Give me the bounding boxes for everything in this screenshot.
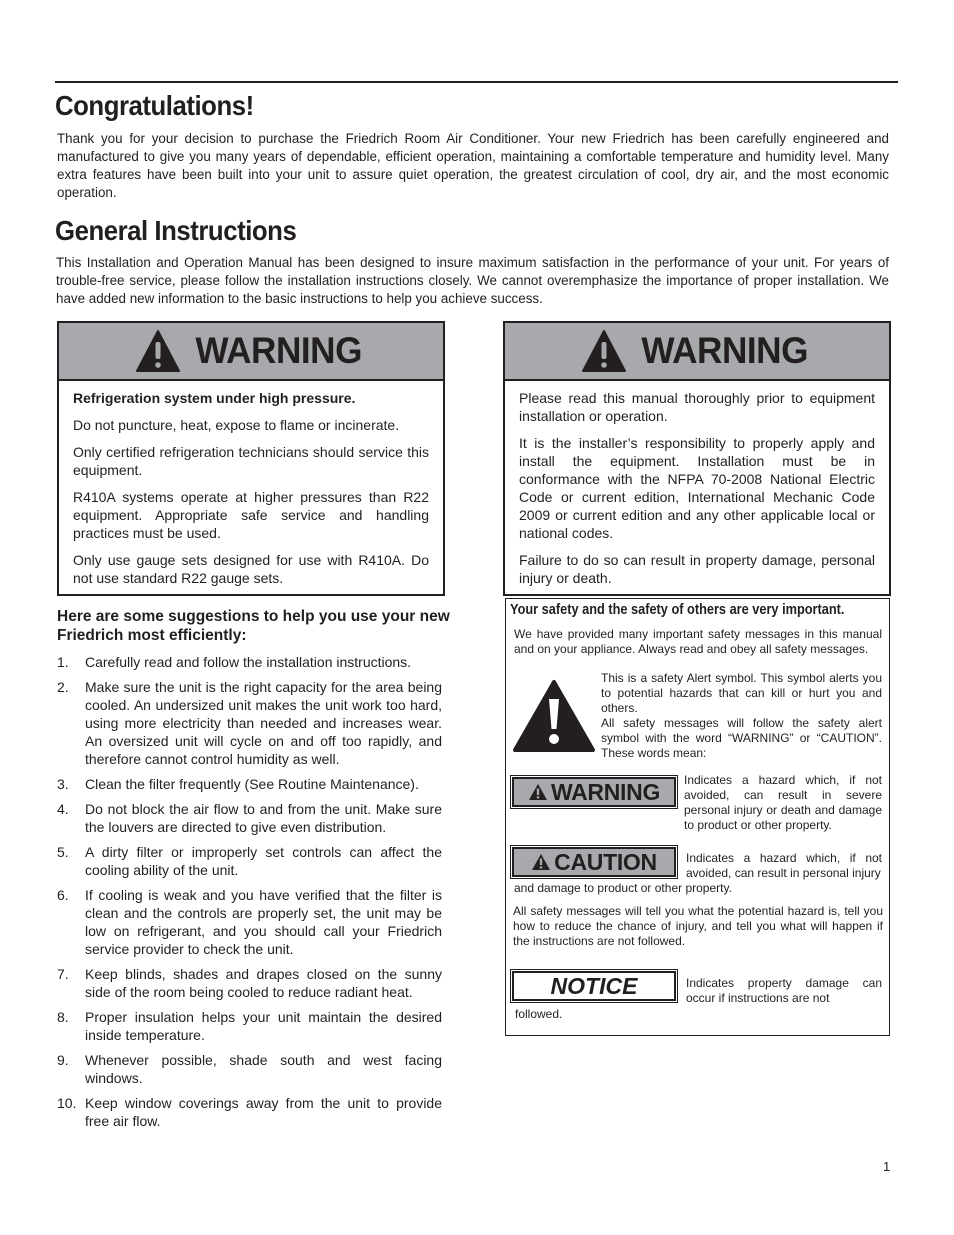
list-item xyxy=(57,886,442,958)
list-number: 9. xyxy=(57,1052,69,1068)
congratulations-heading: Congratulations! xyxy=(55,90,254,121)
warning-paragraph: It is the installer’s responsibility to properly apply and install the equipment. Installation must be in conformance with the NFPA 70-2008 National Electric Code or current edition, International Mechanic Code 2009 or current edition and any other applicable local or national codes. xyxy=(519,435,875,541)
suggestions-list xyxy=(57,653,442,1137)
all-messages-text: All safety messages will tell you what the potential hazard is, tell you how to reduce the chance of injury, and tell you what will happen if the instructions are not followed. xyxy=(513,904,883,948)
list-text: Make sure the unit is the right capacity for the area being cooled. An undersized unit makes the unit work too hard, using more electricity than needed and increases wear. An oversized unit will cycle on and off too rapidly, and therefore cannot control humidity as well. xyxy=(85,679,442,767)
warning-paragraph: Refrigeration system under high pressure. xyxy=(73,390,356,406)
warning-box-pressure xyxy=(57,321,445,596)
warning-paragraph: Please read this manual thoroughly prior to equipment installation or operation. xyxy=(519,390,875,424)
warning-badge-label: WARNING xyxy=(550,778,661,805)
warning-triangle-icon xyxy=(581,329,627,373)
safety-alert-icon xyxy=(512,679,596,753)
warning-body xyxy=(505,381,889,587)
list-item xyxy=(57,1008,442,1044)
warning-description: Indicates a hazard which, if not avoided, can result in severe personal injury or death and damage to product or other property. xyxy=(684,773,882,832)
list-item xyxy=(57,678,442,768)
warning-triangle-icon xyxy=(531,853,551,871)
list-number: 7. xyxy=(57,966,69,982)
general-instructions-text: This Installation and Operation Manual has been designed to insure maximum satisfaction in the performance of your unit. For years of trouble-free service, please follow the installation instructions closely. We cannot overemphasize the importance of proper installation. We have added new information to the basic instructions to help you achieve success. xyxy=(56,255,889,306)
list-text: Keep window coverings away from the unit to provide free air flow. xyxy=(85,1095,442,1129)
safety-panel xyxy=(505,598,890,1036)
warning-paragraph: Failure to do so can result in property damage, personal injury or death. xyxy=(519,552,875,586)
caution-description: Indicates a hazard which, if not avoided, can result in personal injury xyxy=(686,851,882,880)
warning-header xyxy=(59,323,443,381)
warning-body xyxy=(59,381,443,587)
page-number: 1 xyxy=(883,1159,891,1174)
warning-title: WARNING xyxy=(195,330,363,371)
notice-badge xyxy=(512,971,676,1001)
list-item xyxy=(57,1051,442,1087)
alert-symbol-text-2: All safety messages will follow the safety alert symbol with the word “WARNING” or “CAUTION”. These words mean: xyxy=(601,716,882,760)
notice-description: Indicates property damage can occur if instructions are not xyxy=(686,976,882,1005)
list-item xyxy=(57,800,442,836)
caution-badge xyxy=(512,847,676,877)
list-number: 5. xyxy=(57,844,69,860)
list-number: 2. xyxy=(57,679,69,695)
warning-paragraph: Only use gauge sets designed for use with R410A. Do not use standard R22 gauge sets. xyxy=(73,552,429,586)
caution-description-2: and damage to product or other property. xyxy=(514,881,732,895)
list-item xyxy=(57,653,442,671)
list-text: Carefully read and follow the installation instructions. xyxy=(85,654,412,670)
notice-description-2: followed. xyxy=(515,1007,563,1021)
list-text: A dirty filter or improperly set controls can affect the cooling ability of the unit. xyxy=(85,844,442,878)
warning-paragraph: R410A systems operate at higher pressures than R22 equipment. Appropriate safe service and handling practices must be used. xyxy=(73,489,429,541)
suggestions-heading: Here are some suggestions to help you use your new Friedrich most efficiently: xyxy=(57,608,450,644)
list-text: Proper insulation helps your unit maintain the desired inside temperature. xyxy=(85,1009,442,1043)
notice-badge-label: NOTICE xyxy=(550,972,638,999)
warning-header xyxy=(505,323,889,381)
list-text: Keep blinds, shades and drapes closed on the sunny side of the room being cooled to reduce radiant heat. xyxy=(85,966,442,1000)
top-rule xyxy=(55,81,898,83)
list-item xyxy=(57,843,442,879)
list-number: 8. xyxy=(57,1009,69,1025)
warning-paragraph: Do not puncture, heat, expose to flame or incinerate. xyxy=(73,417,400,433)
congratulations-text: Thank you for your decision to purchase the Friedrich Room Air Conditioner. Your new Friedrich has been carefully engineered and manufactured to give you many years of dependable, efficient operation, maintaining a comfortable temperature and humidity level. Many extra features have been built into your unit to assure quiet operation, the greatest circulation of cool, dry air, and the most economic operation. xyxy=(57,131,889,200)
safety-heading: Your safety and the safety of others are very important. xyxy=(510,602,845,618)
list-text: If cooling is weak and you have verified that the filter is clean and the controls are properly set, the unit may be low on refrigerant, and you should call your Friedrich service provider to check the unit. xyxy=(85,887,442,957)
list-item xyxy=(57,775,442,793)
warning-box-manual xyxy=(503,321,891,596)
warning-title: WARNING xyxy=(641,330,809,371)
list-number: 10. xyxy=(57,1095,77,1111)
warning-triangle-icon xyxy=(135,329,181,373)
warning-badge xyxy=(512,777,676,807)
warning-paragraph: Only certified refrigeration technicians should service this equipment. xyxy=(73,444,429,478)
list-number: 1. xyxy=(57,654,69,670)
list-item xyxy=(57,1094,442,1130)
caution-badge-label: CAUTION xyxy=(554,848,657,875)
list-number: 6. xyxy=(57,887,69,903)
list-number: 3. xyxy=(57,776,69,792)
list-text: Whenever possible, shade south and west facing windows. xyxy=(85,1052,442,1086)
list-text: Do not block the air flow to and from the unit. Make sure the louvers are directed to give even distribution. xyxy=(85,801,442,835)
list-item xyxy=(57,965,442,1001)
list-number: 4. xyxy=(57,801,69,817)
alert-symbol-text: This is a safety Alert symbol. This symbol alerts you to potential hazards that can kill or hurt you and others. xyxy=(601,671,882,715)
warning-triangle-icon xyxy=(528,783,548,801)
list-text: Clean the filter frequently (See Routine Maintenance). xyxy=(85,776,419,792)
general-instructions-heading: General Instructions xyxy=(55,215,297,246)
safety-intro: We have provided many important safety messages in this manual and on your appliance. Always read and obey all safety messages. xyxy=(514,627,882,656)
